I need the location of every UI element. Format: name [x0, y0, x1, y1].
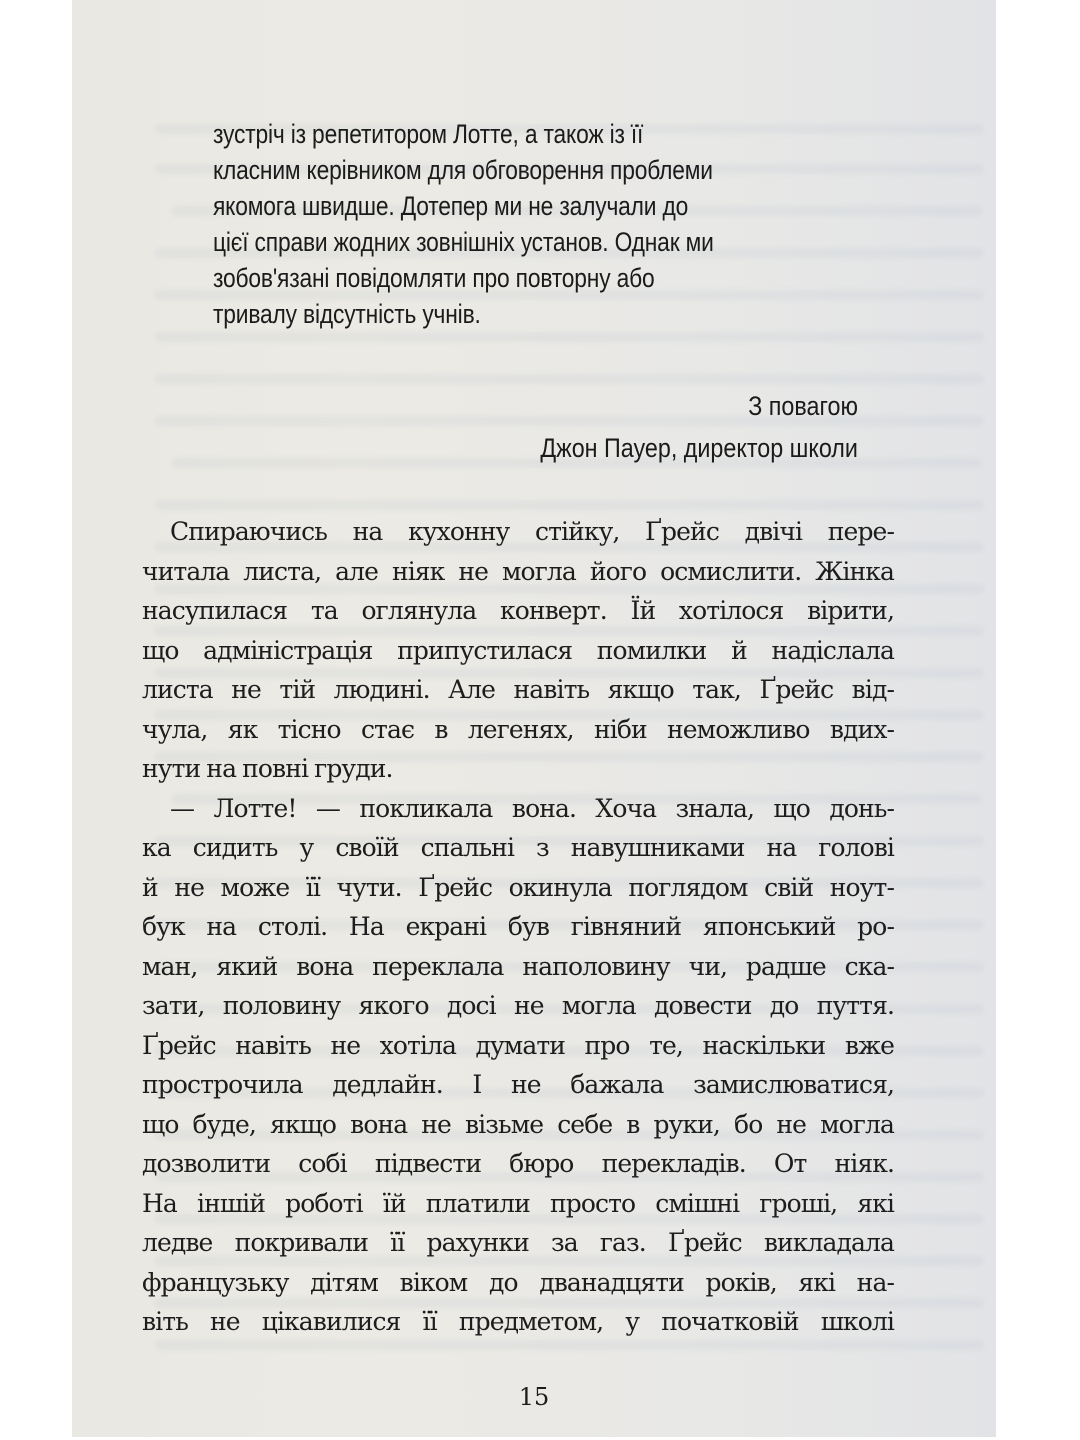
text-line: ман, який вона переклала наполовину чи, радше ска-: [142, 951, 894, 981]
text-line: бук на столі. На екрані був гівняний японський ро-: [142, 912, 894, 941]
letter-line: якомога швидше. Дотепер ми не залучали до: [213, 191, 689, 221]
text-line: французьку дітям віком до дванадцяти років, які на-: [142, 1267, 894, 1297]
text-line: ка сидить у своїй спальні з навушниками на голові: [142, 833, 894, 862]
letter-excerpt: [213, 116, 815, 332]
paragraph: [142, 512, 894, 789]
text-line: — Лотте! — покликала вона. Хоча знала, що донь-: [170, 793, 894, 823]
paragraph: [142, 789, 894, 1342]
text-line: Ґрейс навіть не хотіла думати про те, наскільки вже: [142, 1030, 894, 1060]
letter-signature: Джон Пауер, директор школи: [540, 433, 858, 463]
text-line: листа не тій людині. Але навіть якщо так, Ґрейс від-: [142, 675, 894, 704]
text-line: й не може її чути. Ґрейс окинула поглядом свій ноут-: [142, 872, 894, 902]
text-line: зати, половину якого досі не могла довести до пуття.: [142, 991, 894, 1020]
text-line: насупилася та оглянула конверт. Їй хотілося вірити,: [142, 596, 894, 625]
text-line: що буде, якщо вона не візьме себе в руки, бо не могла: [142, 1109, 894, 1139]
body-text: [142, 512, 894, 1342]
text-line: віть не цікавилися її предметом, у початковій школі: [142, 1307, 894, 1336]
letter-closing: З повагою: [748, 391, 858, 421]
page-number: 15: [518, 1383, 550, 1411]
text-line: що адміністрація припустилася помилки й надіслала: [142, 635, 894, 665]
letter-line: тривалу відсутність учнів.: [213, 299, 481, 329]
letter-line: зустріч із репетитором Лотте, а також із її: [213, 119, 644, 149]
text-line: читала листа, але ніяк не могла його осмислити. Жінка: [142, 556, 894, 586]
text-line: Спираючись на кухонну стійку, Ґрейс двічі пере-: [170, 517, 894, 546]
text-line: прострочила дедлайн. І не бажала замислюватися,: [142, 1070, 894, 1099]
letter-signature-block: [497, 385, 858, 469]
letter-line: цієї справи жодних зовнішніх установ. Однак ми: [213, 227, 714, 257]
text-line: дозволити собі підвести бюро перекладів. От ніяк.: [142, 1149, 894, 1178]
text-line: нути на повні груди.: [142, 754, 393, 783]
text-line: чула, як тісно стає в легенях, ніби неможливо вдих-: [142, 714, 894, 744]
text-line: На іншій роботі їй платили просто смішні гроші, які: [142, 1188, 894, 1218]
book-page: [72, 0, 996, 1437]
letter-line: зобов'язані повідомляти про повторну або: [213, 263, 655, 293]
text-line: ледве покривали її рахунки за газ. Ґрейс викладала: [142, 1228, 894, 1257]
letter-line: класним керівником для обговорення проблеми: [213, 155, 713, 185]
